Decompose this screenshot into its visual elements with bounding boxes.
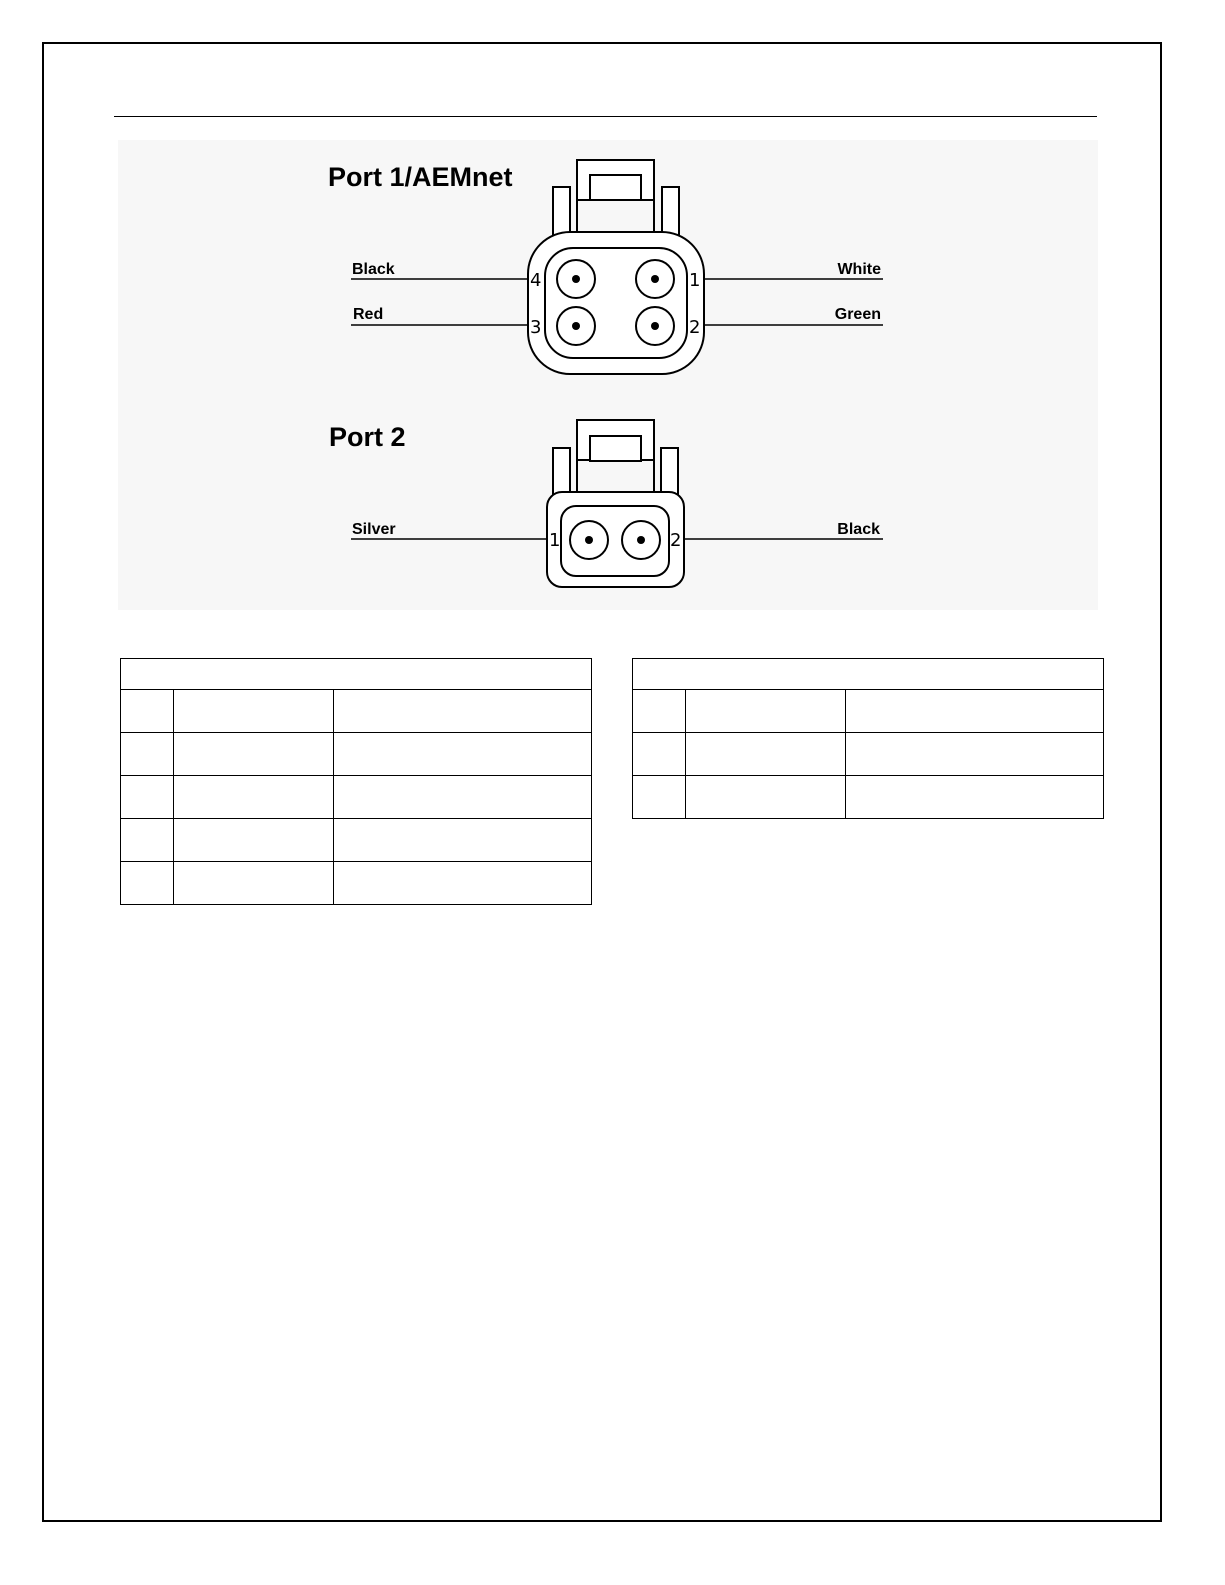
port1-pin-number-4: 4 xyxy=(530,270,542,291)
table-cell xyxy=(846,690,1104,733)
port2-pin-number-1: 1 xyxy=(549,530,561,551)
table-cell xyxy=(121,819,174,862)
port1-left-ear xyxy=(553,187,570,237)
table-cell xyxy=(174,690,334,733)
table-header xyxy=(633,659,1104,690)
table-cell xyxy=(174,733,334,776)
table-cell xyxy=(334,776,592,819)
table-cell xyxy=(174,776,334,819)
table-row xyxy=(121,776,592,819)
table-row xyxy=(121,690,592,733)
port2-left-ear xyxy=(553,448,570,498)
table-cell xyxy=(121,862,174,905)
port1-wire-label-green: Green xyxy=(834,306,881,323)
table-cell xyxy=(121,776,174,819)
table-row xyxy=(633,776,1104,819)
table-cell xyxy=(846,733,1104,776)
table-cell xyxy=(633,733,686,776)
table-cell xyxy=(334,690,592,733)
port1-pin-number-2: 2 xyxy=(689,317,701,338)
table-cell xyxy=(174,862,334,905)
port2-connector xyxy=(547,420,684,587)
port1-pin-number-3: 3 xyxy=(530,317,542,338)
port1-wire-label-black: Black xyxy=(352,261,395,278)
table-row xyxy=(121,862,592,905)
table-cell xyxy=(334,819,592,862)
table-cell xyxy=(633,690,686,733)
table-header xyxy=(121,659,592,690)
table-cell xyxy=(686,733,846,776)
table-row xyxy=(633,733,1104,776)
port2-right-ear xyxy=(661,448,678,498)
port1-wire-label-red: Red xyxy=(353,306,384,323)
table-cell xyxy=(686,776,846,819)
port2-wire-label-silver: Silver xyxy=(352,521,396,538)
table-row xyxy=(121,819,592,862)
table-cell xyxy=(121,690,174,733)
port2-pinout-table xyxy=(632,658,1104,819)
port1-latch-slot xyxy=(590,175,641,200)
table-cell xyxy=(174,819,334,862)
table-header-row xyxy=(633,659,1104,690)
port2-latch-slot xyxy=(590,436,641,461)
port2-pin-number-2: 2 xyxy=(670,530,682,551)
port1-pinout-table xyxy=(120,658,592,905)
table-cell xyxy=(121,733,174,776)
table-row xyxy=(633,690,1104,733)
table-header-row xyxy=(121,659,592,690)
port1-connector xyxy=(528,160,704,374)
port2-wire-label-black: Black xyxy=(837,521,880,538)
table-row xyxy=(121,733,592,776)
port2-title: Port 2 xyxy=(329,422,406,452)
port1-right-ear xyxy=(662,187,679,237)
table-cell xyxy=(334,862,592,905)
port1-pin-number-1: 1 xyxy=(689,270,701,291)
port1-wire-label-white: White xyxy=(837,261,881,278)
port1-housing xyxy=(528,232,704,374)
table-cell xyxy=(846,776,1104,819)
table-cell xyxy=(334,733,592,776)
port1-title: Port 1/AEMnet xyxy=(328,162,513,192)
table-cell xyxy=(633,776,686,819)
table-cell xyxy=(686,690,846,733)
